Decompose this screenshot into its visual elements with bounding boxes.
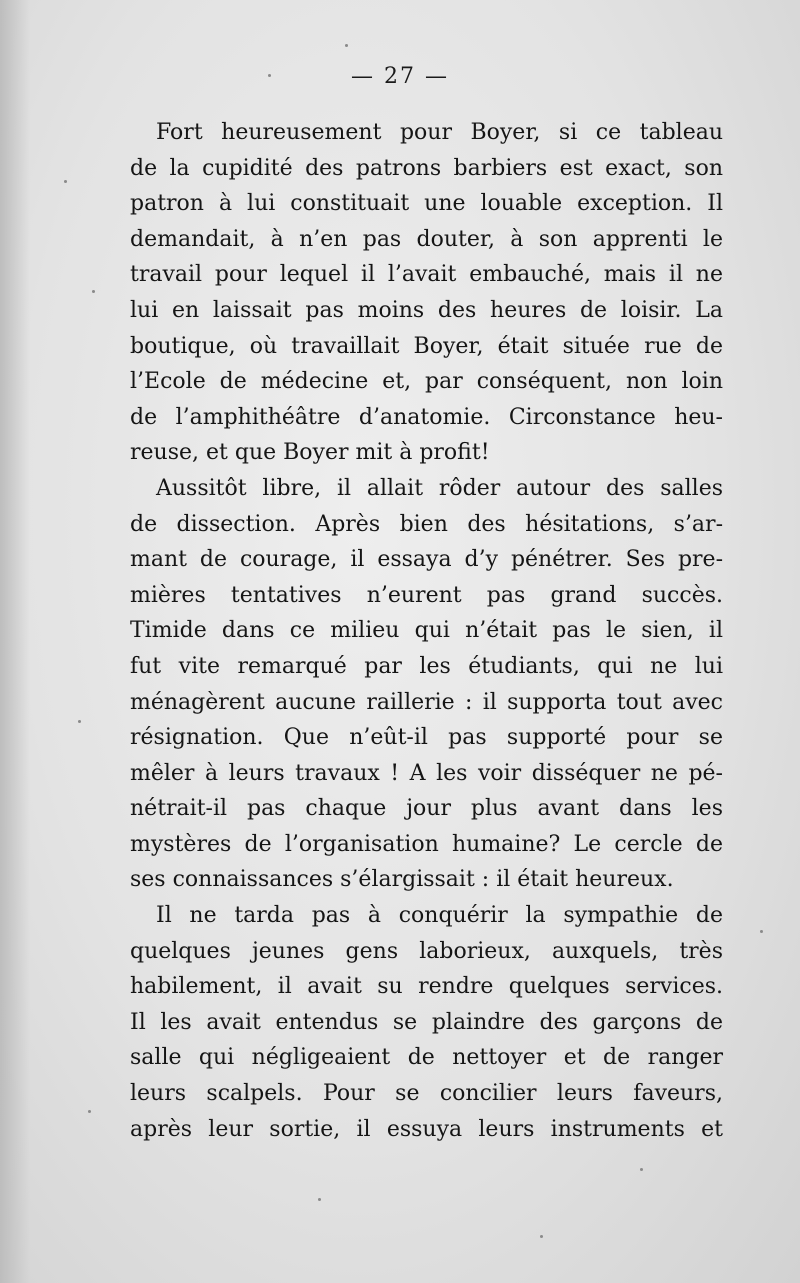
text-line: reuse, et que Boyer mit à profit!	[130, 440, 490, 466]
text-line: Il les avait entendus se plaindre des garçons de	[130, 1009, 723, 1035]
text-line: Fort heureusement pour Boyer, si ce tableau	[156, 120, 723, 145]
paper-speck	[540, 1235, 543, 1238]
text-line: fut vite remarqué par les étudiants, qui ne lui	[130, 653, 723, 679]
page-number: — 27 —	[351, 64, 449, 89]
text-line: salle qui négligeaient de nettoyer et de ranger	[130, 1045, 723, 1071]
text-line: quelques jeunes gens laborieux, auxquels, très	[130, 938, 723, 964]
paper-speck	[760, 930, 763, 933]
text-line: Il ne tarda pas à conquérir la sympathie de	[156, 903, 723, 929]
text-line: mêler à leurs travaux ! A les voir disséquer ne pé-	[130, 760, 723, 786]
text-line: travail pour lequel il l’avait embauché, mais il ne	[130, 262, 723, 288]
text-line: après leur sortie, il essuya leurs instruments et	[130, 1116, 723, 1142]
page-edge-shadow	[0, 0, 30, 1283]
text-line: de l’amphithéâtre d’anatomie. Circonstance heu-	[130, 404, 723, 430]
paper-speck	[268, 74, 271, 77]
text-line: demandait, à n’en pas douter, à son apprenti le	[130, 226, 723, 252]
text-line: nétrait-il pas chaque jour plus avant dans les	[130, 796, 723, 822]
text-line: de dissection. Après bien des hésitations, s’ar-	[130, 511, 723, 537]
body-text	[130, 115, 723, 1147]
text-line: mant de courage, il essaya d’y pénétrer. Ses pre-	[130, 547, 723, 573]
text-line: ménagèrent aucune raillerie : il supporta tout avec	[130, 689, 723, 715]
text-line: leurs scalpels. Pour se concilier leurs faveurs,	[130, 1081, 723, 1107]
paper-speck	[318, 1198, 321, 1201]
text-line: boutique, où travaillait Boyer, était située rue de	[130, 333, 723, 359]
text-line: résignation. Que n’eût-il pas supporté pour se	[130, 725, 723, 751]
paper-speck	[78, 720, 81, 723]
text-line: Timide dans ce milieu qui n’était pas le sien, il	[130, 618, 723, 644]
paper-speck	[92, 290, 95, 293]
text-line: Aussitôt libre, il allait rôder autour des salles	[156, 475, 723, 501]
text-line: lui en laissait pas moins des heures de loisir. La	[130, 297, 723, 323]
text-line: habilement, il avait su rendre quelques services.	[130, 974, 723, 1000]
paper-speck	[64, 180, 67, 183]
paper-speck	[640, 1168, 643, 1171]
text-line: patron à lui constituait une louable exception. Il	[130, 191, 723, 217]
text-line: mières tentatives n’eurent pas grand succès.	[130, 582, 723, 608]
paper-speck	[345, 44, 348, 47]
text-line: de la cupidité des patrons barbiers est exact, son	[130, 155, 723, 181]
text-line: l’Ecole de médecine et, par conséquent, non loin	[130, 369, 723, 395]
paper-speck	[88, 1110, 91, 1113]
text-line: ses connaissances s’élargissait : il était heureux.	[130, 867, 674, 893]
text-line: mystères de l’organisation humaine? Le cercle de	[130, 831, 723, 857]
